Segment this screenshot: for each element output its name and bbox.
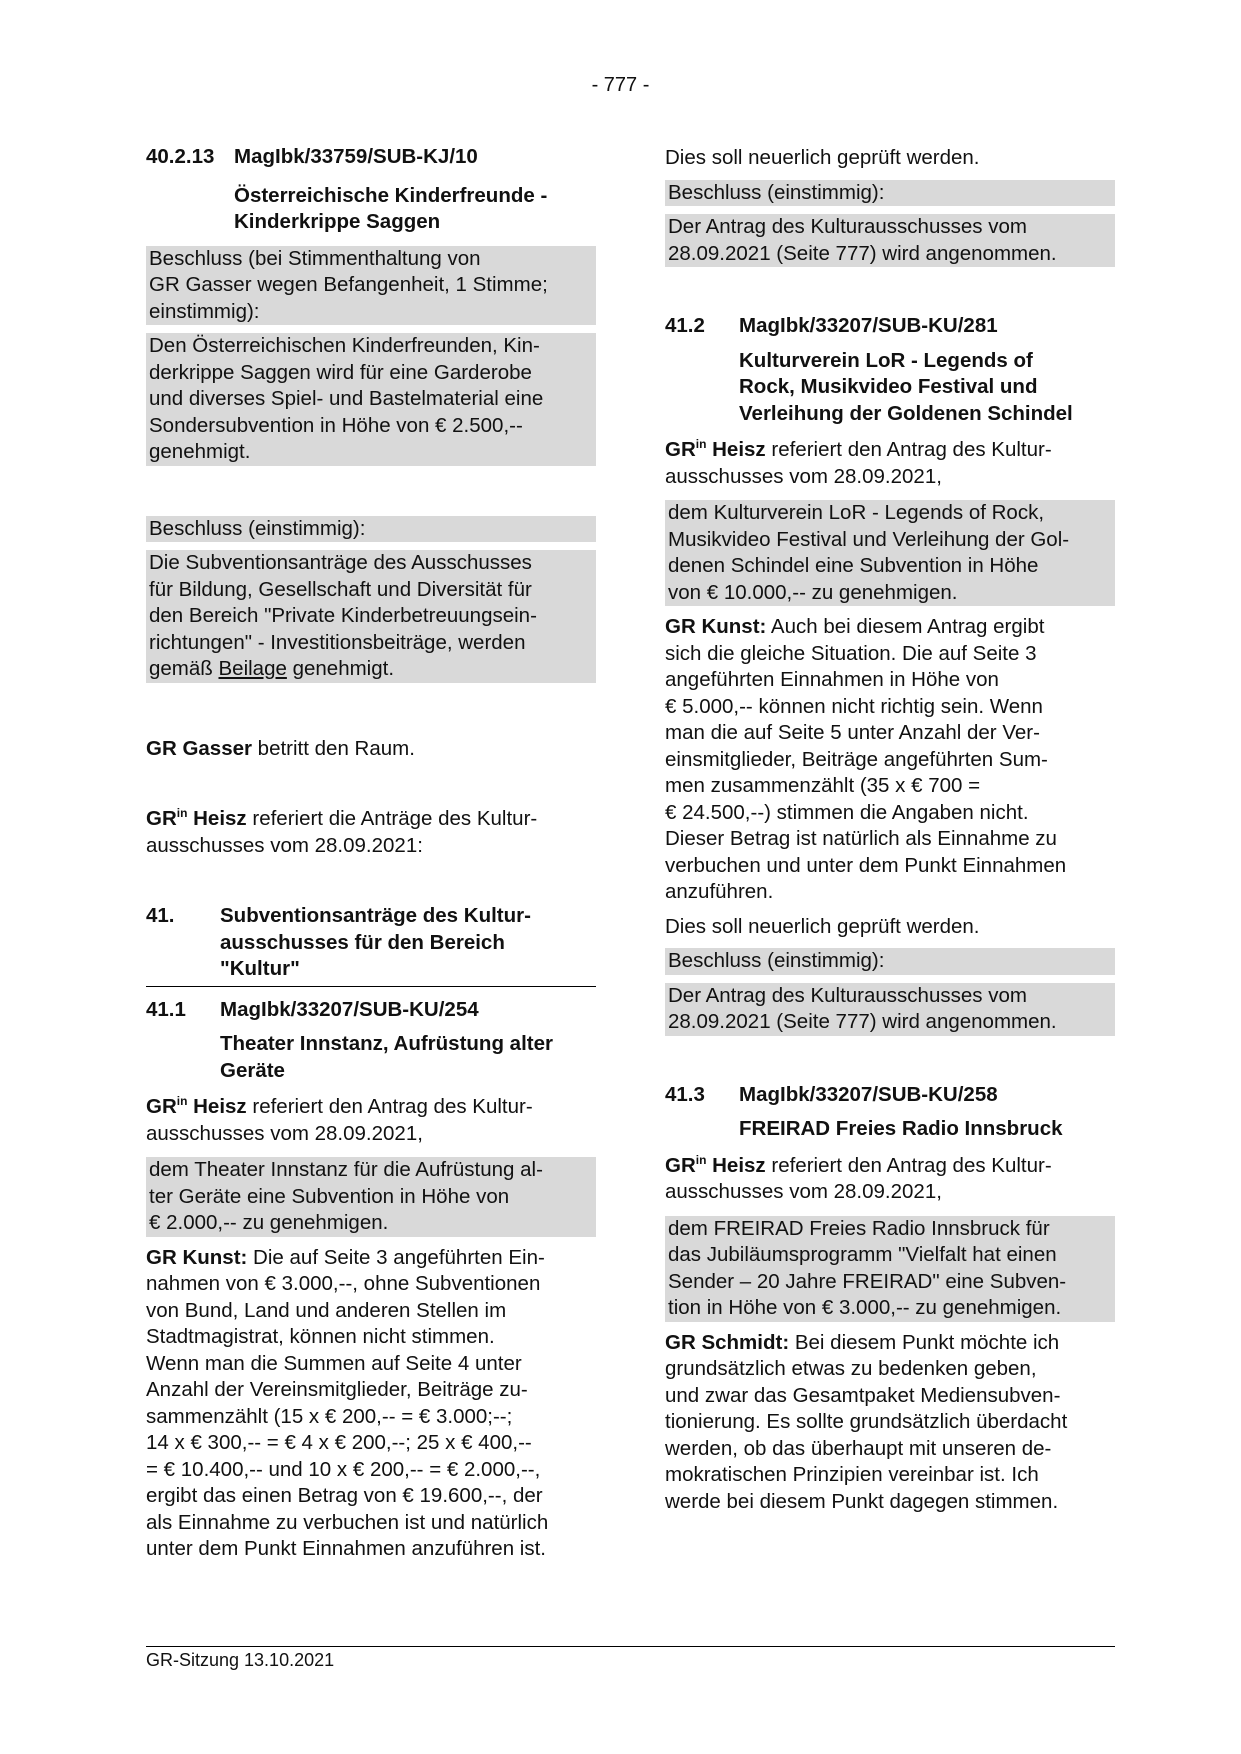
- text-line: und zwar das Gesamtpaket Mediensubven-: [665, 1383, 1061, 1407]
- title-line: Geräte: [220, 1058, 285, 1082]
- beilage-link[interactable]: Beilage: [218, 657, 287, 680]
- text-line: angeführten Einnahmen in Höhe von: [665, 668, 999, 691]
- speaker-name: GR Schmidt:: [665, 1330, 790, 1354]
- beschluss-line: GR Gasser wegen Befangenheit, 1 Stimme;: [149, 273, 548, 296]
- text-line: für Bildung, Gesellschaft und Diversität für: [149, 577, 532, 601]
- text-line: den Bereich "Private Kinderbetreuungsein-: [149, 604, 537, 627]
- text-fragment: gemäß: [149, 657, 219, 680]
- speaker-title: GR: [665, 1153, 696, 1177]
- text-line: [146, 806, 596, 833]
- text-line: tion in Höhe von € 3.000,-- zu genehmigen.: [668, 1296, 1062, 1319]
- speaker-title: GR: [665, 438, 696, 461]
- text-line: ausschusses vom 28.09.2021,: [665, 1180, 942, 1203]
- section-40-2-13-heading: [146, 144, 596, 171]
- text-line: € 5.000,-- können nicht richtig sein. Wenn: [665, 694, 1043, 718]
- speaker-name: Heisz: [187, 1095, 247, 1118]
- resolution-text: [146, 333, 596, 466]
- heisz-referral: [146, 1094, 596, 1147]
- section-number: 41.2: [665, 314, 705, 337]
- text-line: Der Antrag des Kulturausschusses vom: [668, 983, 1027, 1007]
- pruefung-note: Dies soll neuerlich geprüft werden.: [665, 146, 980, 169]
- text-fragment: genehmigt.: [286, 657, 395, 680]
- section-code: MagIbk/33207/SUB-KU/254: [220, 997, 479, 1021]
- subvention-resolution: [146, 550, 596, 683]
- section-number: 40.2.13: [146, 145, 215, 168]
- section-number: 41.3: [665, 1082, 705, 1106]
- right-column: [665, 145, 1115, 1515]
- text-line: Der Antrag des Kulturausschusses vom: [668, 215, 1027, 238]
- title-line: Verleihung der Goldenen Schindel: [739, 401, 1073, 425]
- text-line: dem Theater Innstanz für die Aufrüstung al-: [149, 1158, 543, 1181]
- speaker-name: GR Kunst:: [146, 1245, 248, 1269]
- text-line: [146, 1094, 596, 1121]
- text-line: € 2.000,-- zu genehmigen.: [149, 1211, 389, 1234]
- text-line: Stadtmagistrat, können nicht stimmen.: [146, 1325, 495, 1348]
- title-line: Subventionsanträge des Kultur-: [220, 904, 531, 927]
- heisz-referral: [146, 806, 596, 859]
- text-line: werde bei diesem Punkt dagegen stimmen.: [665, 1489, 1059, 1513]
- title-line: Rock, Musikvideo Festival und: [739, 375, 1038, 398]
- section-41-1-heading: [146, 997, 596, 1024]
- text-line: das Jubiläumsprogramm "Vielfalt hat einen: [668, 1243, 1057, 1266]
- gasser-statement: [146, 736, 596, 763]
- text-line: genehmigt.: [149, 440, 251, 463]
- antrag-text: [665, 1216, 1115, 1322]
- section-title: [146, 1031, 596, 1084]
- speaker-name: Heisz: [706, 1153, 766, 1177]
- text-line: grundsätzlich etwas zu bedenken geben,: [665, 1357, 1037, 1380]
- section-number: 41.: [146, 904, 175, 927]
- section-title: Österreichische Kinderfreunde - Kinderkrippe Saggen: [234, 183, 548, 233]
- beschluss-einstimmig: Beschluss (einstimmig):: [146, 516, 596, 543]
- speaker-title-sup: in: [176, 1094, 188, 1109]
- text-line: ausschusses vom 28.09.2021,: [665, 464, 942, 488]
- pruefung-note: Dies soll neuerlich geprüft werden.: [665, 914, 980, 938]
- text-line: nahmen von € 3.000,--, ohne Subventionen: [146, 1272, 541, 1295]
- text-line: Sondersubvention in Höhe von € 2.500,--: [149, 413, 523, 437]
- left-column: [146, 144, 596, 1563]
- beschluss-einstimmig: Beschluss (einstimmig):: [665, 180, 1115, 207]
- statement-text: referiert die Anträge des Kultur-: [246, 807, 538, 830]
- statement-text: betritt den Raum.: [251, 736, 415, 760]
- text-line: ausschusses vom 28.09.2021:: [146, 833, 423, 857]
- text-line: von € 10.000,-- zu genehmigen.: [668, 580, 958, 604]
- section-title: [220, 903, 531, 983]
- text-line: ter Geräte eine Subvention in Höhe von: [149, 1184, 510, 1208]
- beschluss-einstimmig: Beschluss (einstimmig):: [665, 948, 1115, 975]
- angenommen-text: [665, 214, 1115, 267]
- text-line: Anzahl der Vereinsmitglieder, Beiträge zu-: [146, 1378, 528, 1401]
- text-line: sich die gleiche Situation. Die auf Seite 3: [665, 641, 1037, 665]
- section-41-heading: [146, 903, 596, 987]
- text-line: ergibt das einen Betrag von € 19.600,--, der: [146, 1484, 543, 1507]
- text-line: Dieser Betrag ist natürlich als Einnahme zu: [665, 827, 1057, 850]
- section-41-3-heading: [665, 1082, 1115, 1109]
- statement-text: referiert den Antrag des Kultur-: [246, 1095, 533, 1118]
- text-line: = € 10.400,-- und 10 x € 200,-- = € 2.000,--,: [146, 1457, 541, 1481]
- text-line: man die auf Seite 5 unter Anzahl der Ver-: [665, 721, 1040, 744]
- page-number: - 777 -: [591, 74, 650, 96]
- text-line: anzuführen.: [665, 880, 774, 903]
- text-line: [665, 1153, 1115, 1180]
- section-code: MagIbk/33759/SUB-KJ/10: [234, 145, 478, 168]
- text-line: Die Subventionsanträge des Ausschusses: [149, 551, 532, 574]
- antrag-text: [146, 1157, 596, 1237]
- section-code: MagIbk/33207/SUB-KU/281: [739, 314, 998, 337]
- text-line: verbuchen und unter dem Punkt Einnahmen: [665, 853, 1067, 877]
- speaker-title-sup: in: [176, 806, 188, 821]
- speaker-title: GR: [146, 1095, 177, 1118]
- statement-text: Die auf Seite 3 angeführten Ein-: [247, 1245, 545, 1269]
- text-line: [149, 656, 593, 683]
- section-number: 41.1: [146, 997, 186, 1021]
- text-line: [665, 1330, 1115, 1357]
- section-code: MagIbk/33207/SUB-KU/258: [739, 1082, 998, 1106]
- title-line: ausschusses für den Bereich: [220, 930, 505, 954]
- text-line: [665, 437, 1115, 464]
- kunst-statement: [146, 1245, 596, 1563]
- beschluss-block: [146, 246, 596, 326]
- text-line: Wenn man die Summen auf Seite 4 unter: [146, 1351, 522, 1375]
- text-line: derkrippe Saggen wird für eine Garderobe: [149, 360, 532, 384]
- heading-row: [146, 903, 596, 983]
- statement-text: referiert den Antrag des Kultur-: [765, 1153, 1052, 1177]
- text-line: mokratischen Prinzipien vereinbar ist. Ich: [665, 1463, 1039, 1486]
- heisz-referral: [665, 1153, 1115, 1206]
- beschluss-line: Beschluss (bei Stimmenthaltung von: [149, 246, 481, 270]
- speaker-name: Heisz: [706, 438, 766, 461]
- text-line: tionierung. Es sollte grundsätzlich überdacht: [665, 1410, 1068, 1433]
- text-line: dem Kulturverein LoR - Legends of Rock,: [668, 501, 1045, 524]
- text-line: Musikvideo Festival und Verleihung der Gol-: [668, 527, 1070, 551]
- section-title: [665, 348, 1115, 428]
- beschluss-line: einstimmig):: [149, 299, 260, 323]
- section-41-2-heading: [665, 313, 1115, 340]
- statement-text: Auch bei diesem Antrag ergibt: [766, 615, 1045, 638]
- text-line: sammenzählt (15 x € 200,-- = € 3.000;--;: [146, 1404, 513, 1428]
- angenommen-text: [665, 983, 1115, 1036]
- antrag-text: [665, 500, 1115, 606]
- text-line: 28.09.2021 (Seite 777) wird angenommen.: [668, 241, 1057, 265]
- schmidt-statement: [665, 1330, 1115, 1516]
- text-line: 28.09.2021 (Seite 777) wird angenommen.: [668, 1010, 1057, 1033]
- title-line: "Kultur": [220, 957, 300, 980]
- text-line: ausschusses vom 28.09.2021,: [146, 1121, 423, 1145]
- statement-text: referiert den Antrag des Kultur-: [765, 438, 1052, 461]
- section-title: FREIRAD Freies Radio Innsbruck: [739, 1117, 1063, 1140]
- footer-divider: [146, 1646, 1115, 1647]
- text-line: men zusammenzählt (35 x € 700 =: [665, 774, 981, 797]
- footer-text: GR-Sitzung 13.10.2021: [146, 1650, 335, 1670]
- text-line: von Bund, Land und anderen Stellen im: [146, 1298, 507, 1322]
- speaker-title-sup: in: [695, 1152, 707, 1167]
- text-line: werden, ob das überhaupt mit unseren de-: [665, 1436, 1052, 1460]
- text-line: Den Österreichischen Kinderfreunden, Kin-: [149, 334, 540, 357]
- speaker-name: GR Kunst:: [665, 615, 767, 638]
- speaker-name: Heisz: [187, 807, 247, 830]
- text-line: [665, 614, 1115, 641]
- text-line: [146, 1245, 596, 1272]
- statement-text: Bei diesem Punkt möchte ich: [789, 1330, 1060, 1354]
- title-line: Kulturverein LoR - Legends of: [739, 348, 1033, 372]
- text-line: unter dem Punkt Einnahmen anzuführen ist.: [146, 1537, 546, 1560]
- text-line: denen Schindel eine Subvention in Höhe: [668, 554, 1039, 577]
- title-line: Theater Innstanz, Aufrüstung alter: [220, 1032, 553, 1055]
- text-line: richtungen" - Investitionsbeiträge, werden: [149, 630, 526, 654]
- heisz-referral: [665, 437, 1115, 490]
- text-line: als Einnahme zu verbuchen ist und natürlich: [146, 1510, 549, 1534]
- text-line: dem FREIRAD Freies Radio Innsbruck für: [668, 1216, 1050, 1240]
- kunst-statement: [665, 614, 1115, 906]
- speaker-title-sup: in: [695, 437, 707, 452]
- text-line: einsmitglieder, Beiträge angeführten Sum-: [665, 747, 1048, 771]
- speaker-name: GR Gasser: [146, 736, 252, 760]
- speaker-title: GR: [146, 807, 177, 830]
- text-line: € 24.500,--) stimmen die Angaben nicht.: [665, 800, 1029, 824]
- text-line: 14 x € 300,-- = € 4 x € 200,--; 25 x € 400,--: [146, 1431, 532, 1454]
- text-line: Sender – 20 Jahre FREIRAD" eine Subven-: [668, 1269, 1067, 1293]
- text-line: und diverses Spiel- und Bastelmaterial eine: [149, 387, 544, 410]
